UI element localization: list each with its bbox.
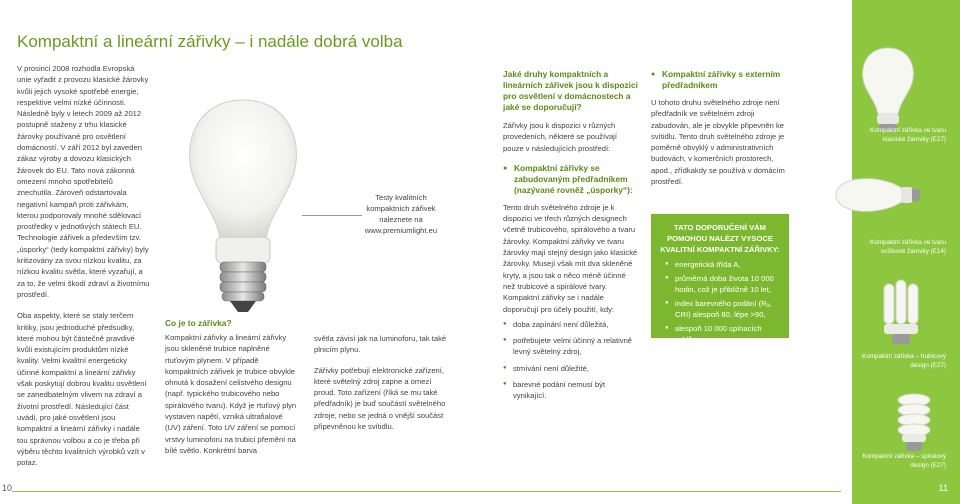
- ballast-paragraph-2: Zářivky potřebují elektronické zařízení, které světelný zdroj zapne a omezí proud. Toto zařízení (říká se mu také předřadník) je buď součástí světelného zdroje, nebo se jedná o vnější součást připevněnou ke svítidlu.: [314, 365, 446, 432]
- intro-paragraph-2: Oba aspekty, které se staly terčem kritiky, jsou jednoduché předsudky, které mohou být částečně pravdivé kvůli existujícím produktům nízké kvality. Velmi kvalitní energeticky účinné kompaktní a lineární zářivky však poskytují dobrou kvalitu osvětlení se zanedbatelným vlivem na zdraví a životní prostředí. Následující část uvádí, pro jaké osvětlení jsou kompaktní a lineární zářivky i nadále tou správnou volbou a co je třeba při výběru těchto kvalitních výrobků vzít v potaz.: [17, 311, 147, 468]
- sidebar-caption: Kompaktní zářivka – trubicový design (E27): [862, 353, 946, 369]
- intro-column: [17, 63, 150, 468]
- cfl-bulb-illustration: [178, 92, 308, 318]
- footer-divider: [12, 491, 841, 492]
- list-item: ● barevné podání nemusí být vynikající.: [503, 379, 639, 402]
- types-intro-text: Zářivky jsou k dispozici v různých provedeních, některé se používají pouze v následujících prostředí:: [503, 121, 617, 153]
- spiral-cfl-icon: [892, 392, 946, 456]
- what-is-cfl-column: [165, 318, 300, 456]
- list-item: ● doba zapínání není důležitá,: [503, 319, 639, 330]
- page-number-left: 10: [2, 483, 13, 493]
- list-item: ● průměrná doba života 10 000 hodin, což je přibližně 10 let,: [665, 273, 783, 295]
- callout-line: [302, 215, 362, 216]
- integrated-ballast-text: Tento druh světelného zdroje je k dispozici ve třech různých designech včetně trubicového, spirálového a tvaru žárovky. Kompaktní zářivky ve tvaru žárovky mají stejný design jako klasické žárovky. Musejí však mít dva skleněné kryty, a jsou tak o něco méně účinné než trubicové a spirálové tvary. Kompaktní zářivky se i nadále doporučují pro účely použití, kdy:: [503, 202, 638, 314]
- list-item: ● potřebujete velmi účinný a relativně levný světelný zdroj,: [503, 335, 639, 358]
- recommendations-box: [651, 214, 789, 344]
- sidebar-caption: Kompaktní zářivka ve tvaru svíčkové žárovky (E14): [870, 239, 946, 255]
- section-heading: Co je to zářivka?: [165, 318, 232, 328]
- product-sidebar: [852, 0, 960, 504]
- tube-cfl-icon: [880, 278, 940, 350]
- page-title: Kompaktní a lineární zářivky – i nadále dobrá volba: [17, 32, 403, 51]
- page-number-right: 11: [938, 483, 948, 493]
- external-ballast-text: U tohoto druhu světelného zdroje není předřadník ve světelném zdroji zabudován, ale je obvykle připevněn ke svítidlu. Tento druh světelného zdroje je poměrně obvyklý v administrativních budovách, v komerčních prostorech, apod., zřídkakdy se používá v domácím prostředí.: [651, 98, 785, 187]
- list-item: ● index barevného podání (Rₐ, CRI) alespoň 80, lépe >90,: [665, 298, 783, 320]
- sidebar-caption: Kompaktní zářivka – spirálový design (E27): [862, 453, 946, 469]
- candle-cfl-icon: [830, 170, 930, 220]
- intro-paragraph-1: V prosinci 2008 rozhodla Evropská unie vyřadit z provozu klasické žárovky kvůli jejich vysoké spotřebě energie, respektive velmi nízké účinnosti. Následně byly v letech 2009 až 2012 postupně staženy z trhu klasické žárovky používané pro osvětlení domácností. V září 2012 byl zaveden zákaz výroby a dovozu klasických žárovek do EU. Tato nová zákonná omezení mnoho spotřebitelů znechutila. Zároveň odstartovala negativní kampaň proti zářivkám, kterou podporovaly mnohé sdělovací prostředky v jednotlivých státech EU. Technologie zářivek a především tzv. „úsporky“ (tedy kompaktní zářivky) byly kritizovány za svou nízkou kvalitu, za nízkou kvalitu světla, které vyzařují, a za to, že velmi škodí zdraví a životnímu prostředí.: [17, 64, 150, 299]
- usage-list: [503, 319, 639, 402]
- external-ballast-heading: ● Kompaktní zářivky s externím předřadníkem: [651, 69, 789, 91]
- list-item: ● energetická třída A,: [665, 259, 783, 270]
- recommendations-title: TATO DOPORUČENÍ VÁM POMOHOU NALÉZT VYSOCE KVALITNÍ KOMPAKTNÍ ZÁŘIVKY:: [660, 223, 780, 254]
- external-ballast-column: [651, 69, 789, 187]
- types-column: [503, 69, 639, 407]
- integrated-ballast-heading: ● Kompaktní zářivky se zabudovaným předřadníkem (nazývané rovněž „úsporky“):: [503, 163, 639, 196]
- types-question-heading: Jaké druhy kompaktních a lineárních zářivek jsou k dispozici pro osvětlení v domácnostech a jaké se doporučují?: [503, 69, 638, 112]
- ballast-column: [314, 333, 454, 432]
- premiumlight-callout: Testy kvalitních kompaktních zářivek naleznete na www.premiumlight.eu: [364, 193, 438, 235]
- sidebar-caption: Kompaktní zářivka ve tvaru klasické žárovky (E27): [870, 127, 946, 143]
- what-is-cfl-text: Kompaktní zářivky a lineární zářivky jsou skleněné trubice naplněné rtuťovým plynem. V případě kompaktních zářivek je trubice obvykle ohnutá k dosažení celistvého designu (např. typického trubicového nebo spirálového tvaru). Když je rtuťový plyn vystaven napětí, vzniká ultrafialové (UV) záření. Toto UV záření se pomocí vrstvy luminoforu na trubici přemění na bílé světlo. Konkrétní barva: [165, 333, 297, 455]
- bulb-shape-cfl-icon: [858, 44, 922, 134]
- ballast-paragraph-1: světla závisí jak na luminoforu, tak také plnicím plynu.: [314, 334, 447, 355]
- list-item: ● stmívání není důležité,: [503, 363, 639, 374]
- recommendations-list: [665, 259, 783, 345]
- list-item: ● alespoň 10 000 spínacích cyklů.: [665, 323, 783, 345]
